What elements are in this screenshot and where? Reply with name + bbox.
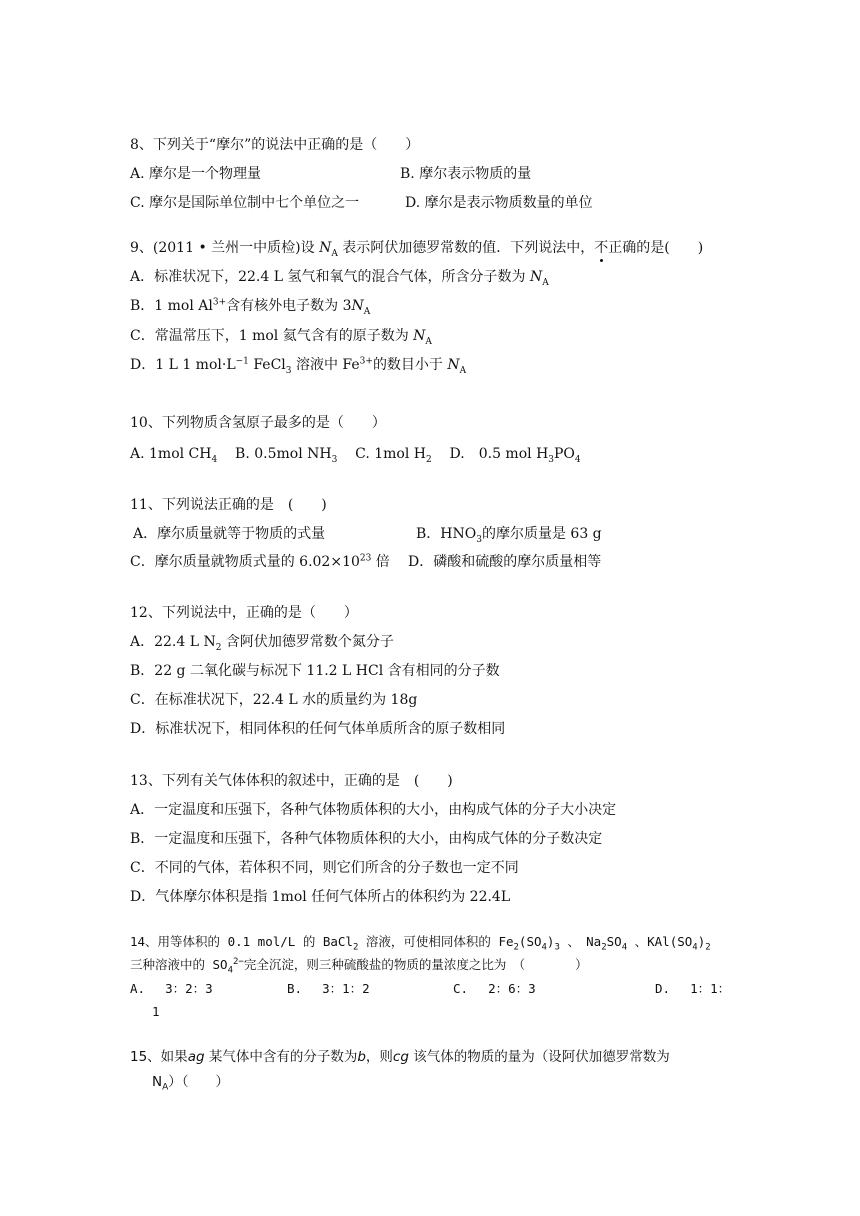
q8-option-c: C. 摩尔是国际单位制中七个单位之一 [130,195,360,211]
q10-option-d: D. 0.5 mol $H_3PO_4$ [449,446,581,465]
q9-option-c: C．常温常压下，1 mol 氦气含有的原子数为 $N_A$ [130,328,432,347]
q11-stem: 11、下列说法正确的是 ( ) [130,497,327,513]
q9-option-d: D．1 L 1 $mol\cdot L^{-1}$ FeCl$_3$ 溶液中 $Fe^{3+}$的数目小于 $N_A$ [130,356,467,376]
q13-option-c: C．不同的气体，若体积不同，则它们所含的分子数也一定不同 [130,860,519,876]
q10-options [130,445,581,463]
q10-option-c: C. 1mol $H_2$ [355,446,432,465]
q14-stem-line-1: 14、用等体积的 0.1 mol/L 的 BaCl$_2$ 溶液，可使相同体积的 $Fe_2(SO_4)_3$ 、 $Na_2SO_4$ 、$KAl(SO_4)_2$ [130,934,711,953]
q11-option-b: B．$HNO_3$的摩尔质量是 63 g [416,526,602,545]
q9-option-b: B．1 mol $Al^{3+}$含有核外电子数为 $3N_A$ [130,297,371,317]
q12-option-a: A．22.4 L $N_2$ 含阿伏加德罗常数个氮分子 [130,634,394,653]
q8-stem: 8、下列关于“摩尔”的说法中正确的是（ ） [130,137,420,153]
q12-stem: 12、下列说法中，正确的是（ ） [130,605,358,621]
q15-stem-line-1: 15、如果ag 某气体中含有的分子数为b，则cg 该气体的物质的量为（设阿伏加德罗常数为 [130,1049,670,1065]
q8-option-d: D. 摩尔是表示物质数量的单位 [405,195,593,211]
q14-option-a: A. 3：2：3 [130,981,213,996]
q10-option-a: A. 1mol $CH_4$ [130,446,218,465]
q14-option-b: B. 3：1：2 [287,981,370,996]
q15-stem-line-2: $N_A$）（ ） [152,1074,230,1093]
q12-option-c: C．在标准状况下，22.4 L 水的质量约为 18g [130,692,418,708]
q11-option-a: A．摩尔质量就等于物质的式量 [133,526,326,542]
q13-option-d: D．气体摩尔体积是指 1mol 任何气体所占的体积约为 22.4L [130,889,511,905]
q11-option-c: C．摩尔质量就物质式量的 $6.02\times 10^{23}$ 倍 [130,553,390,570]
q10-option-b: B. 0.5mol $NH_3$ [235,446,338,465]
q13-option-a: A．一定温度和压强下，各种气体物质体积的大小，由构成气体的分子大小决定 [130,802,617,818]
q9-stem: 9、(2011 • 兰州一中质检)设 $N_A$ 表示阿伏加德罗常数的值．下列说法中，不正确的是( ) [130,240,704,259]
q12-option-d: D．标准状况下，相同体积的任何气体单质所含的原子数相同 [130,721,506,737]
emphasis-not: 不 [594,240,609,256]
q10-stem: 10、下列物质含氢原子最多的是（ ） [130,415,386,431]
q8-option-b: B. 摩尔表示物质的量 [400,166,532,182]
q12-option-b: B．22 g 二氧化碳与标况下 11.2 L HCl 含有相同的分子数 [130,663,500,679]
q14-option-d: D. 1：1： [655,981,731,996]
q14-stem-line-2: 三种溶液中的 $SO_4^{2-}$完全沉淀，则三种硫酸盐的物质的量浓度之比为 （ ） [130,956,588,976]
q8-option-a: A. 摩尔是一个物理量 [130,166,262,182]
q14-option-c: C. 2：6：3 [453,981,536,996]
q9-option-a: A．标准状况下，22.4 L 氢气和氧气的混合气体，所含分子数为 $N_A$ [130,269,549,288]
q13-option-b: B．一定温度和压强下，各种气体物质体积的大小，由构成气体的分子数决定 [130,831,603,847]
q14-option-d-wrap: 1 [152,1004,160,1019]
q13-stem: 13、下列有关气体体积的叙述中，正确的是 ( ) [130,773,453,789]
q11-option-d: D．磷酸和硫酸的摩尔质量相等 [408,554,602,570]
